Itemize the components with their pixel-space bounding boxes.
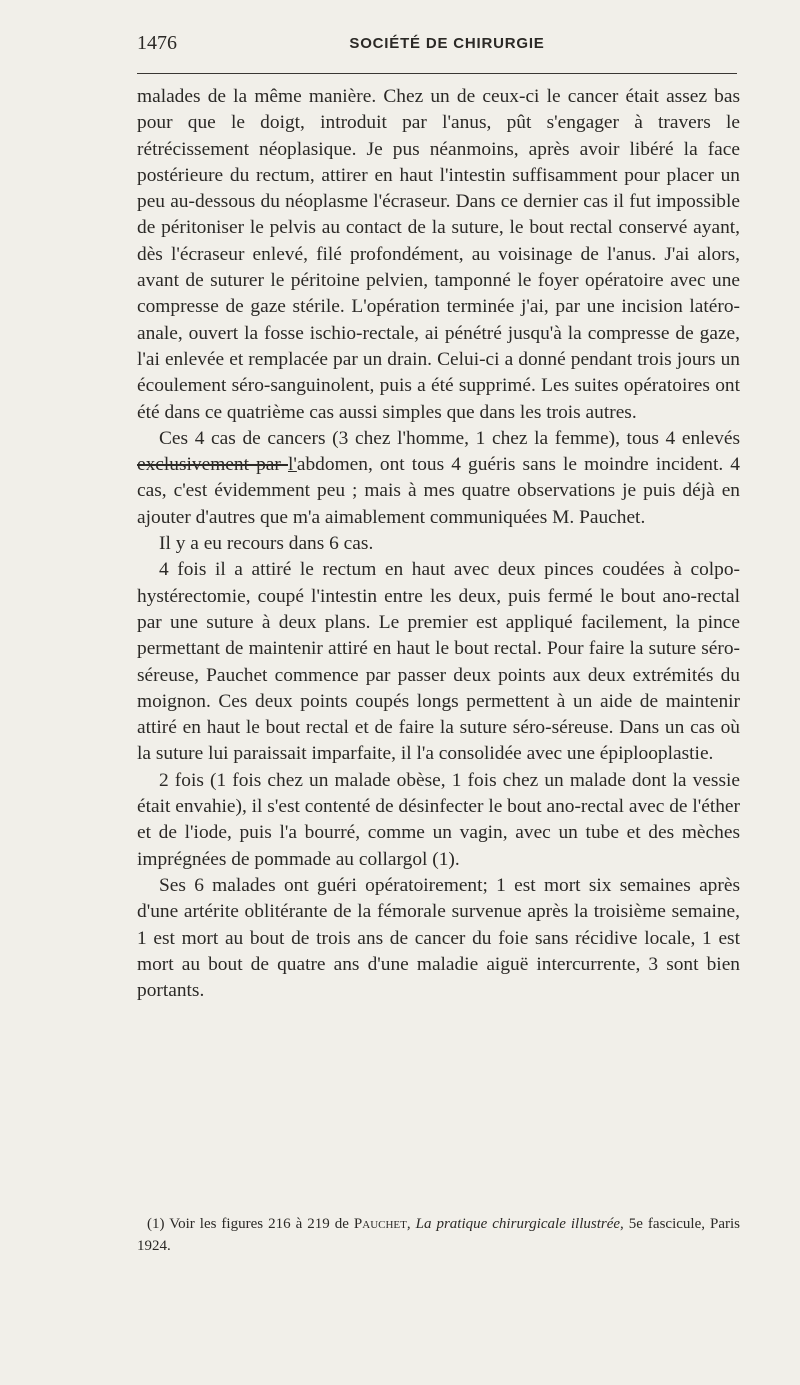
running-title: SOCIÉTÉ DE CHIRURGIE <box>349 35 545 52</box>
paragraph-recours: Il y a eu recours dans 6 cas. <box>159 533 374 555</box>
paragraph-cases <box>137 426 740 531</box>
page-header <box>137 32 737 58</box>
struck-text: exclusivement par <box>137 454 288 476</box>
underlined-text: l' <box>287 454 297 476</box>
paragraph-resultats: Ses 6 malades ont guéri opératoirement; 1 est mort six semaines après d'une artérite oblitérante de la fémorale survenue après la troisième semaine, 1 est mort au bout de trois ans de cancer du foie sans récidive locale, 1 est mort au bout de quatre ans d'une maladie aiguë intercurrente, 3 sont bien portants. <box>137 874 740 1002</box>
footnote <box>137 1213 740 1257</box>
footnote-comma: , <box>406 1216 416 1232</box>
paragraph-deux-fois: 2 fois (1 fois chez un malade obèse, 1 fois chez un malade dont la vessie était envahie), il s'est contenté de désinfecter le bout ano-rectal avec de l'éther et de l'iode, puis l'a bourré, comme un vagin, avec un tube et des mèches imprégnées de pommade au collargol (1). <box>137 769 740 870</box>
footnote-suffix: , 5e fascicule, Paris 1924. <box>137 1216 740 1254</box>
header-rule <box>137 73 737 74</box>
footnote-author: Pauchet <box>353 1216 407 1232</box>
footnote-title: La pratique chirurgicale illustrée <box>415 1216 621 1232</box>
cases-text-before: Ces 4 cas de cancers (3 chez l'homme, 1 chez la femme), tous 4 enlevés <box>159 427 740 449</box>
page-number: 1476 <box>137 32 177 54</box>
paragraph-1: malades de la même manière. Chez un de ceux-ci le cancer était assez bas pour que le doigt, introduit par l'anus, pût s'engager à travers le rétrécissement néoplasique. Je pus néanmoins, après avoir libéré la face postérieure du rectum, attirer en haut l'intestin suffisamment pour placer un peu au-dessous du néoplasme l'écraseur. Dans ce dernier cas il fut impossible de péritoniser le pelvis au contact de la suture, le bout rectal conservé ayant, dès l'écraseur enlevé, filé profondément, au voisinage de l'anus. J'ai alors, avant de suturer le péritoine pelvien, tamponné le foyer opératoire avec une compresse de gaze stérile. L'opération terminée j'ai, par une incision latéro-anale, ouvert la fosse ischio-rectale, ai pénétré jusqu'à la compresse de gaze, l'ai enlevée et remplacée par un drain. Celui-ci a donné pendant trois jours un écoulement séro-sanguinolent, puis a été supprimé. Les suites opératoires ont été dans ce quatrième cas aussi simples que dans les trois autres. <box>137 86 740 423</box>
cases-text-after: abdomen, ont tous 4 guéris sans le moindre incident. 4 cas, c'est évidemment peu ; mais à mes quatre observations je puis déjà en ajouter d'autres que m'a aimablement communiquées M. Pauchet. <box>137 454 741 528</box>
footnote-prefix: (1) Voir les figures 216 à 219 de <box>147 1216 354 1232</box>
footnote-text <box>137 1213 740 1257</box>
body-text <box>137 84 740 1004</box>
paragraph-pinces: 4 fois il a attiré le rectum en haut avec deux pinces coudées à colpo-hystérectomie, coupé l'intestin entre les deux, puis fermé le bout ano-rectal par une suture à deux plans. Le premier est appliqué facilement, la pince permettant de maintenir attiré en haut le bout rectal. Pour faire la suture séro-séreuse, Pauchet commence par passer deux points aux deux extrémités du moignon. Ces deux points coupés longs permettent à un aide de maintenir attiré en haut le bout rectal et de faire la suture séro-séreuse. Dans un cas où la suture lui paraissait imparfaite, il l'a consolidée avec une épiplooplastie. <box>137 559 740 765</box>
